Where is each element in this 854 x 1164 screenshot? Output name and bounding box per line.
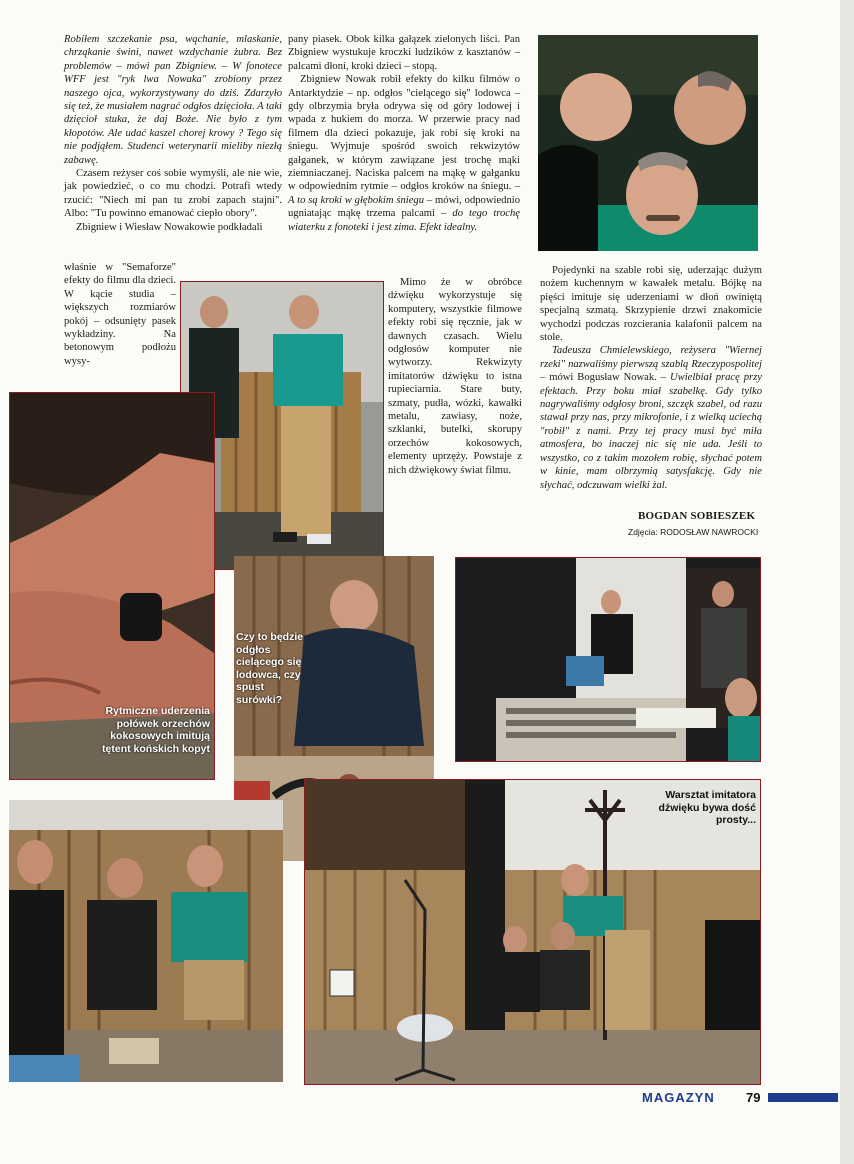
photo-three-men-working <box>9 800 283 1082</box>
article-paragraph: pany piasek. Obok kilka gałązek zielonych liści. Pan Zbigniew wystukuje kroczki ludzików z kasztanów – palcami dłoni, kroki dzieci – stopą. <box>288 34 520 72</box>
text-run: mówi, odpowiednio ugniatając mąkę trzema palcami – <box>288 194 520 220</box>
caption-coconut: Rytmiczne uderzenia połówek orzechów kokosowych imitują tętent końskich kopyt <box>102 705 210 755</box>
article-paragraph: Pojedynki na szable robi się, uderzając dużym nożem kuchennym w kawałek metalu. Bójkę na pięści imituje się uderzeniami w dłoń owiniętą specjalną szmatą. Skrzypienie drzwi znakomicie wychodzi podczas rozcierania kalafonii palcem na stole. <box>540 265 762 344</box>
footer-bar <box>768 1093 838 1102</box>
page-edge <box>840 0 854 1164</box>
article-paragraph: Zbigniew i Wiesław Nowakowie podkładali <box>76 221 263 233</box>
caption-workshop: Warsztat imitatora dźwięku bywa dość prosty... <box>658 789 756 826</box>
photo-three-men-portrait-art <box>538 35 758 251</box>
quote-run: Uwielbiał pracę przy efektach. Przy boku miał szabelkę. Gdy tylko nagrywaliśmy odgłosy broni, szczęk szabel, od razu stawał przy nas, przy mikrofonie, i z wielką uciechą "robił" z nami. Przy tej pracy musi być miła atmosfera, bo inaczej nic się nie uda. Jeśli to wszystko, co z takim mozołem robię, słychać potem w kinie, mam olbrzymią satysfakcję. Gdy nie słychać, odczuwam wielki żal. <box>540 372 762 491</box>
article-column-2-continued <box>388 276 522 477</box>
quote-run: – A to są kroki w głębokim śniegu – <box>288 181 521 206</box>
text-run: Zbigniew Nowak robił efekty do kilku filmów o Antarktydzie – np. odgłos "cielącego się" lodowca – gdy olbrzymia bryła odrywa się od góry lodowej i wpada z hukiem do morza. W przerwie pracy nad filmem dla dzieci pokazuje, jak robi się kroki na śniegu. Wyjmuje spośród swoich rekwizytów gałganek, w którym zawiązane jest trochę mąki ziemniaczanej. Naciska palcem na mąkę w gałganku w odpowiednim rytmie – odgłos kroków na śniegu. <box>288 74 520 193</box>
photo-three-men-working-art <box>9 800 283 1082</box>
article-paragraph: właśnie w "Semaforze" efekty do filmu dla dzieci. W kącie studia – większych rozmiarów pokój – odsunięty pasek wykładziny. Na betonowym podłożu wysy- <box>64 262 176 367</box>
quote-run: Tadeusza Chmielewskiego, reżysera "Wiernej rzeki" nazwaliśmy pierwszą szablą Rzeczypospolitej <box>540 345 762 370</box>
text-run: – mówi Bogusław Nowak. – <box>540 372 667 384</box>
article-column-1 <box>64 33 282 234</box>
photo-studio-console-art <box>456 558 760 761</box>
article-paragraph: Robiłem szczekanie psa, wąchanie, mlaskanie, chrząkanie świni, nawet wzdychanie żubra. Bez problemów – mówi pan Zbigniew. – W fonotece WFF jest "ryk lwa Nowaka" zrobiony przez naszego ojca, wykorzystywany do dziś. Zdarzyło się też, że musiałem nagrać odgłos dzięcioła. A taki dzięcioł stuka, że daj Boże. Nie było z tym kłopotów. Ale udać kaszel chorej krowy ? Tego się nie podjąłem. Studenci weterynarii mieliby niezłą zabawę. <box>64 34 282 166</box>
photo-studio-console <box>455 557 761 762</box>
caption-glacier: Czy to będzie odgłos cielącego się lodowca, czy spust surówki? <box>236 631 304 706</box>
quote-run: do tego trochę wiaterku z fonoteki i jest zima. Efekt idealny. <box>288 208 520 233</box>
article-paragraph: Czasem reżyser coś sobie wymyśli, ale nie wie, jak powiedzieć, o co mu chodzi. Potrafi wtedy rzucić: "Niech mi pan tu zrobi zapach stajni". Albo: "Tu powinno emanować ciepło obory". <box>64 168 282 220</box>
page-number: 79 <box>746 1090 761 1105</box>
author-byline: BOGDAN SOBIESZEK <box>638 510 756 522</box>
article-paragraph <box>288 73 520 234</box>
article-paragraph: Mimo że w obróbce dźwięku wykorzystuje się komputery, wszystkie filmowe efekty robi się ręcznie, jak w dawnych czasach. Wielu odgłosów komputer nie wytworzy. Rekwizyty imitatorów dźwięku to istna rupieciarnia. Stare buty, szmaty, pudła, wózki, kawałki metalu, zawiasy, noże, szklanki, butelki, skorupy orzechów kokosowych, elementy uprzęży. Powstaje z nich dźwiękowy świat filmu. <box>388 277 522 476</box>
photo-credit: Zdjęcia: RODOSŁAW NAWROCKI <box>628 527 759 537</box>
photo-three-men-portrait <box>538 35 758 251</box>
article-paragraph <box>540 344 762 491</box>
magazine-brand: MAGAZYN <box>642 1090 715 1105</box>
article-column-2 <box>288 33 520 234</box>
article-column-3 <box>540 264 762 492</box>
article-column-1-continued <box>64 261 176 368</box>
